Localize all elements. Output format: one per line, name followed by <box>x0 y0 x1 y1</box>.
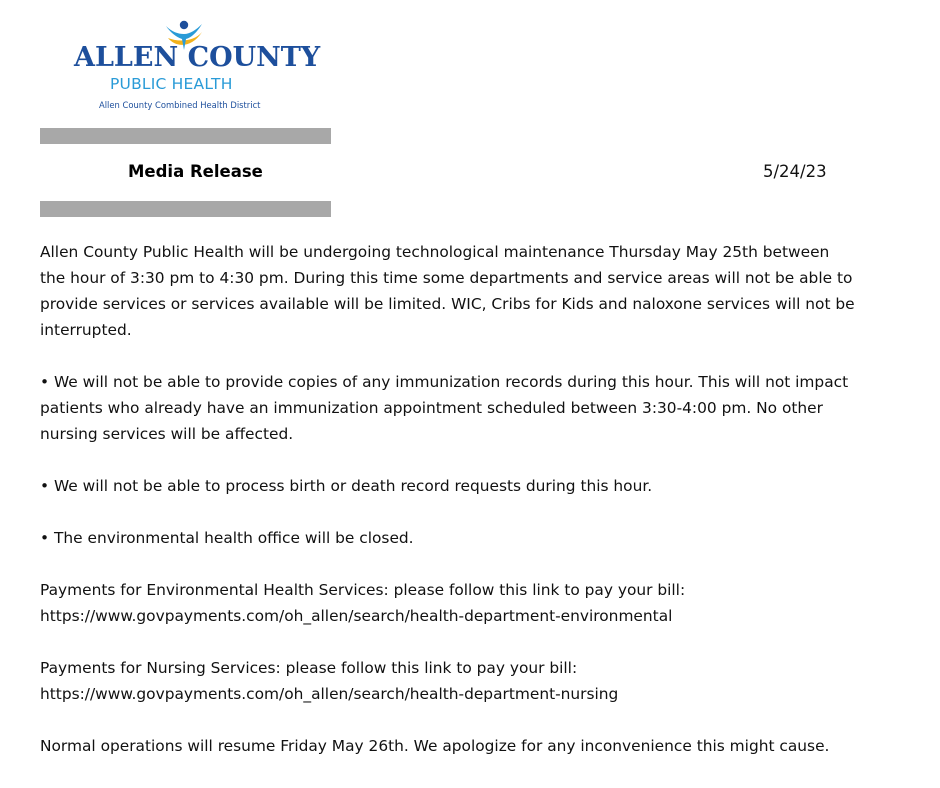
logo-name: ALLEN COUNTY <box>74 42 321 73</box>
logo-district: Allen County Combined Health District <box>99 100 261 110</box>
intro-paragraph <box>40 239 908 343</box>
environmental-payments-paragraph <box>40 577 908 629</box>
vital-records-bullet <box>40 473 908 499</box>
text-line: interrupted. <box>40 321 132 339</box>
nursing-payments-paragraph <box>40 655 908 707</box>
immunization-bullet <box>40 369 908 447</box>
nursing-payment-link[interactable]: https://www.govpayments.com/oh_allen/search/health-department-nursing <box>40 685 619 703</box>
text-line: Normal operations will resume Friday May 26th. We apologize for any inconvenience this might cause. <box>40 737 830 755</box>
release-date: 5/24/23 <box>763 162 827 181</box>
text-line: • We will not be able to process birth or death record requests during this hour. <box>40 477 653 495</box>
text-line: the hour of 3:30 pm to 4:30 pm. During this time some departments and service areas will not be able to <box>40 269 853 287</box>
text-line: nursing services will be affected. <box>40 425 294 443</box>
logo-subtitle: PUBLIC HEALTH <box>110 75 233 93</box>
text-line: Allen County Public Health will be undergoing technological maintenance Thursday May 25th between <box>40 243 830 261</box>
divider-bar-bottom <box>40 201 331 217</box>
closing-paragraph <box>40 733 908 759</box>
text-line: • The environmental health office will be closed. <box>40 529 414 547</box>
divider-bar-top <box>40 128 331 144</box>
environmental-payment-link[interactable]: https://www.govpayments.com/oh_allen/search/health-department-environmental <box>40 607 673 625</box>
text-line: provide services or services available will be limited. WIC, Cribs for Kids and naloxone services will not be <box>40 295 855 313</box>
page-title: Media Release <box>128 162 263 181</box>
organization-logo <box>60 14 321 114</box>
text-line: • We will not be able to provide copies of any immunization records during this hour. This will not impact <box>40 373 849 391</box>
text-line: Payments for Environmental Health Services: please follow this link to pay your bill: <box>40 581 686 599</box>
text-line: Payments for Nursing Services: please follow this link to pay your bill: <box>40 659 578 677</box>
environmental-office-bullet <box>40 525 908 551</box>
text-line: patients who already have an immunization appointment scheduled between 3:30-4:00 pm. No other <box>40 399 823 417</box>
